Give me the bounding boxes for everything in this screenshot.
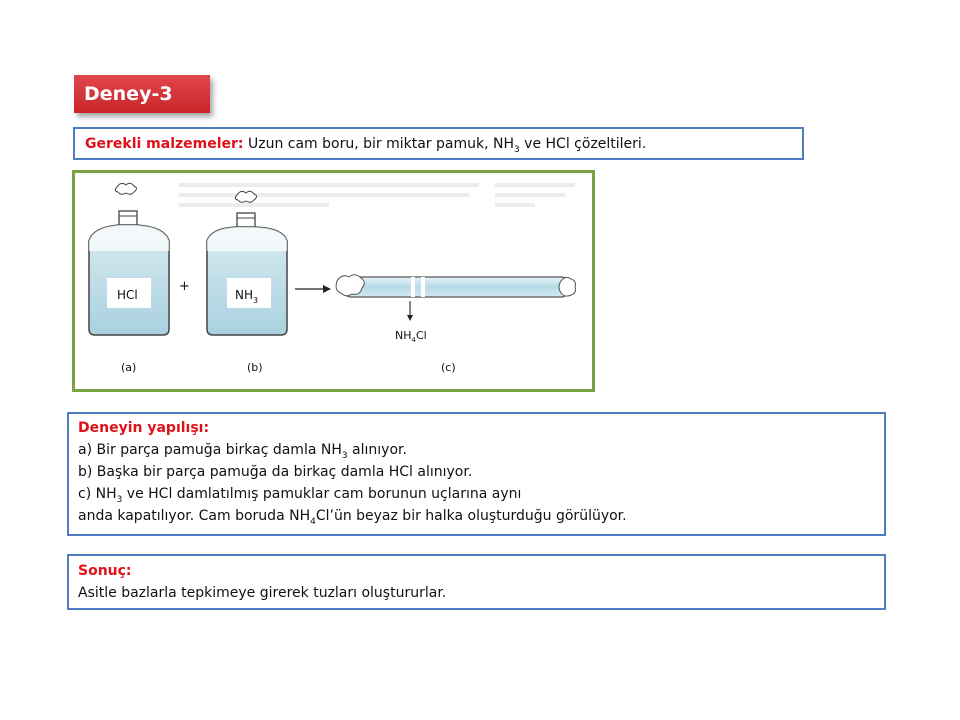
procedure-step-c-continued: anda kapatılıyor. Cam boruda $NH_4Cl’ün$ beyaz bir halka oluşturduğu görülüyor. [78,508,627,527]
arrow-down-icon [407,301,413,321]
materials-text-after: ve HCl çözeltileri. [519,136,647,152]
arrow-right-icon [295,285,331,293]
caption-a: (a) [121,361,137,374]
materials-sub: 3 [514,144,520,155]
result-box [67,554,886,610]
cotton-icon-b [235,191,256,202]
slide-title-text: Deney-3 [84,83,173,105]
procedure-heading: Deneyin yapılışı: [78,420,210,436]
jar-b-icon [207,213,287,335]
procedure-step-b: b) Başka bir parça pamuğa da birkaç damla HCl alınıyor. [78,464,473,480]
materials-text-before: Uzun cam boru, bir miktar pamuk, NH [243,136,514,152]
plus-sign: + [179,279,190,294]
slide-title [74,75,210,113]
experiment-illustration [75,173,592,389]
jar-a-icon [89,211,169,335]
materials-box [73,127,804,160]
result-text: Asitle bazlarla tepkimeye girerek tuzları oluştururlar. [78,585,447,601]
product-label: $NH_4Cl$ [395,329,427,344]
jar-a-label: HCl [117,288,138,302]
result-heading: Sonuç: [78,563,132,579]
caption-b: (b) [247,361,263,374]
glass-tube-icon [336,275,575,297]
cotton-icon-a [115,183,136,194]
caption-c: (c) [441,361,456,374]
procedure-box [67,412,886,536]
jar-b-label: $NH_3$ [235,288,259,305]
materials-label: Gerekli malzemeler: [85,136,244,152]
experiment-figure [72,170,595,392]
procedure-step-c: c) $NH_3$ ve HCl damlatılmış pamuklar cam borunun uçlarına aynı [78,486,522,505]
procedure-step-a: a) Bir parça pamuğa birkaç damla $NH_3$ alınıyor. [78,442,407,461]
